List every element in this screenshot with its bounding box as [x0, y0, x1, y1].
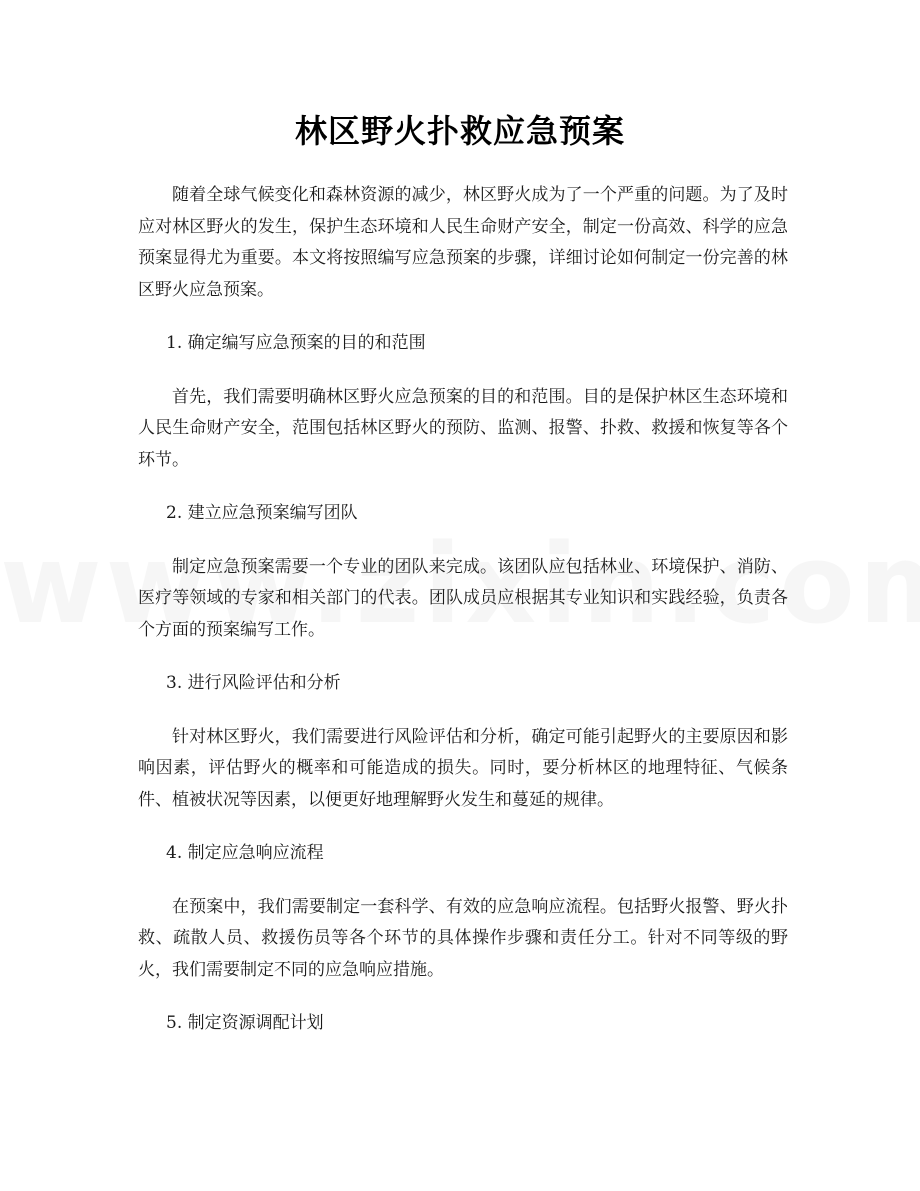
document-body	[138, 180, 788, 1040]
document-title: 林区野火扑救应急预案	[294, 112, 625, 150]
section-heading-1: 1. 确定编写应急预案的目的和范围	[166, 333, 426, 353]
section-body-4: 在预案中，我们需要制定一套科学、有效的应急响应流程。包括野火报警、野火扑救、疏散人员、救援伤员等各个环节的具体操作步骤和责任分工。针对不同等级的野火，我们需要制定不同的应急响应措施。	[138, 896, 788, 980]
section-body-1: 首先，我们需要明确林区野火应急预案的目的和范围。目的是保护林区生态环境和人民生命财产安全，范围包括林区野火的预防、监测、报警、扑救、救援和恢复等各个环节。	[138, 386, 788, 470]
section-heading-2: 2. 建立应急预案编写团队	[166, 503, 358, 523]
section-body-2: 制定应急预案需要一个专业的团队来完成。该团队应包括林业、环境保护、消防、医疗等领域的专家和相关部门的代表。团队成员应根据其专业知识和实践经验，负责各个方面的预案编写工作。	[138, 556, 788, 640]
intro-paragraph: 随着全球气候变化和森林资源的减少，林区野火成为了一个严重的问题。为了及时应对林区野火的发生，保护生态环境和人民生命财产安全，制定一份高效、科学的应急预案显得尤为重要。本文将按照编写应急预案的步骤，详细讨论如何制定一份完善的林区野火应急预案。	[138, 185, 788, 300]
section-heading-4: 4. 制定应急响应流程	[166, 843, 324, 863]
section-body-3: 针对林区野火，我们需要进行风险评估和分析，确定可能引起野火的主要原因和影响因素，评估野火的概率和可能造成的损失。同时，要分析林区的地理特征、气候条件、植被状况等因素，以便更好地理解野火发生和蔓延的规律。	[138, 726, 788, 810]
section-heading-3: 3. 进行风险评估和分析	[166, 673, 341, 693]
section-heading-5: 5. 制定资源调配计划	[166, 1013, 324, 1033]
